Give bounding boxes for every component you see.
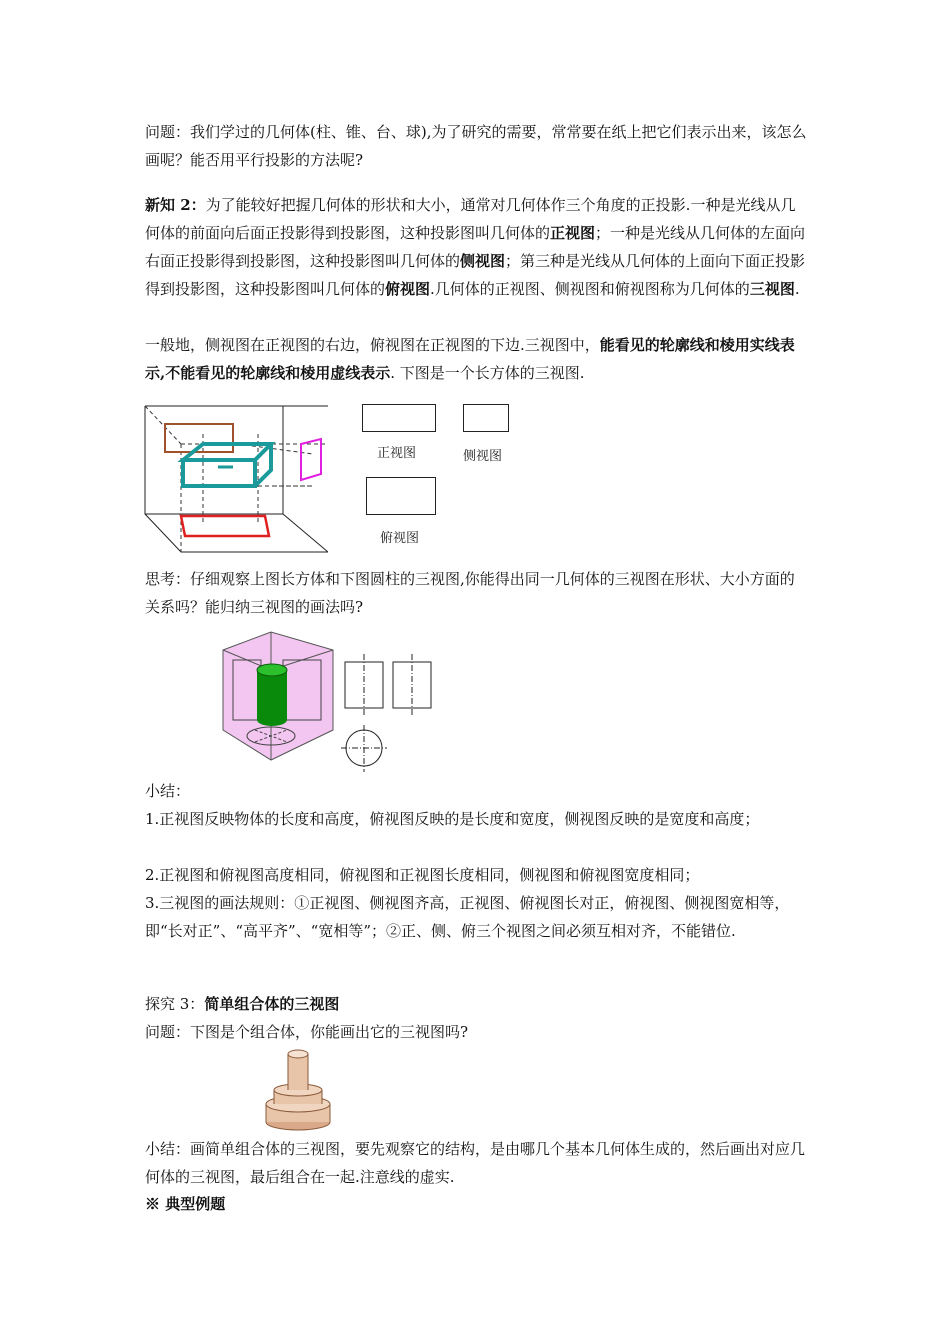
stacked-cylinders-figure	[260, 1046, 336, 1132]
term-three-views: 三视图	[749, 280, 795, 298]
text: .几何体的正视图、侧视图和俯视图称为几何体的	[430, 280, 750, 298]
text: .	[794, 280, 800, 298]
new-knowledge-2	[145, 191, 807, 303]
term-front-view: 正视图	[550, 224, 596, 242]
front-view-caption: 正视图	[377, 446, 417, 461]
summary-item-3: 3.三视图的画法规则：①正视图、侧视图齐高，正视图、俯视图长对正，俯视图、侧视图宽相等，即“长对正”、“高平齐”、“宽相等”；②正、侧、俯三个视图之间必须互相对齐，不能错位.	[145, 894, 790, 940]
think-question: 思考：仔细观察上图长方体和下图圆柱的三视图,你能得出同一几何体的三视图在形状、大小方面的关系吗？能归纳三视图的画法吗?	[145, 570, 795, 616]
explore-3-label: 探究 3：	[145, 995, 205, 1013]
front-view-rect	[362, 404, 436, 432]
summary-title: 小结：	[145, 782, 191, 800]
cylinder-three-views-figure	[211, 630, 441, 780]
question-2: 问题：下图是个组合体，你能画出它的三视图吗?	[145, 1023, 469, 1041]
explore-3-title: 简单组合体的三视图	[204, 995, 340, 1013]
bold-rule: 能看见的轮廓线和棱用实线表示,不能看见的轮廓线和棱用虚线表示	[145, 336, 795, 382]
new-knowledge-label: 新知 2：	[145, 196, 206, 214]
side-view-rect	[463, 404, 509, 432]
text: 为了能较好把握几何体的形状和大小，通常对几何体作三个角度的正投影.一种是光线从几何体的前面向后面正投影得到投影图，这种投影图叫几何体的	[145, 196, 796, 242]
top-view-rect	[366, 477, 436, 515]
summary-item-2: 2.正视图和俯视图高度相同，俯视图和正视图长度相同，侧视图和俯视图宽度相同；	[145, 866, 700, 884]
text: ；一种是光线从几何体的左面向右面正投影得到投影图，这种投影图叫几何体的	[145, 224, 806, 270]
summary-item-1: 1.正视图反映物体的长度和高度，俯视图反映的是长度和宽度，侧视图反映的是宽度和高度；	[145, 810, 760, 828]
typical-examples-heading: ※ 典型例题	[145, 1195, 226, 1213]
text: ；第三种是光线从几何体的上面向下面正投影得到投影图，这种投影图叫几何体的	[145, 252, 806, 298]
text: 一般地，侧视图在正视图的右边，俯视图在正视图的下边.三视图中，	[145, 336, 600, 354]
question-1: 问题：我们学过的几何体(柱、锥、台、球),为了研究的需要，常常要在纸上把它们表示出来，该怎么画呢？能否用平行投影的方法呢?	[145, 123, 807, 169]
cuboid-projection-figure	[143, 404, 328, 556]
term-top-view: 俯视图	[385, 280, 431, 298]
explore-3-heading	[145, 990, 807, 1018]
top-view-caption: 俯视图	[380, 531, 420, 546]
text: . 下图是一个长方体的三视图.	[390, 364, 585, 382]
term-side-view: 侧视图	[460, 252, 506, 270]
summary-2: 小结：画简单组合体的三视图，要先观察它的结构，是由哪几个基本几何体生成的，然后画出对应几何体的三视图，最后组合在一起.注意线的虚实.	[145, 1140, 806, 1186]
side-view-caption: 侧视图	[463, 449, 503, 464]
general-rule	[145, 331, 807, 387]
